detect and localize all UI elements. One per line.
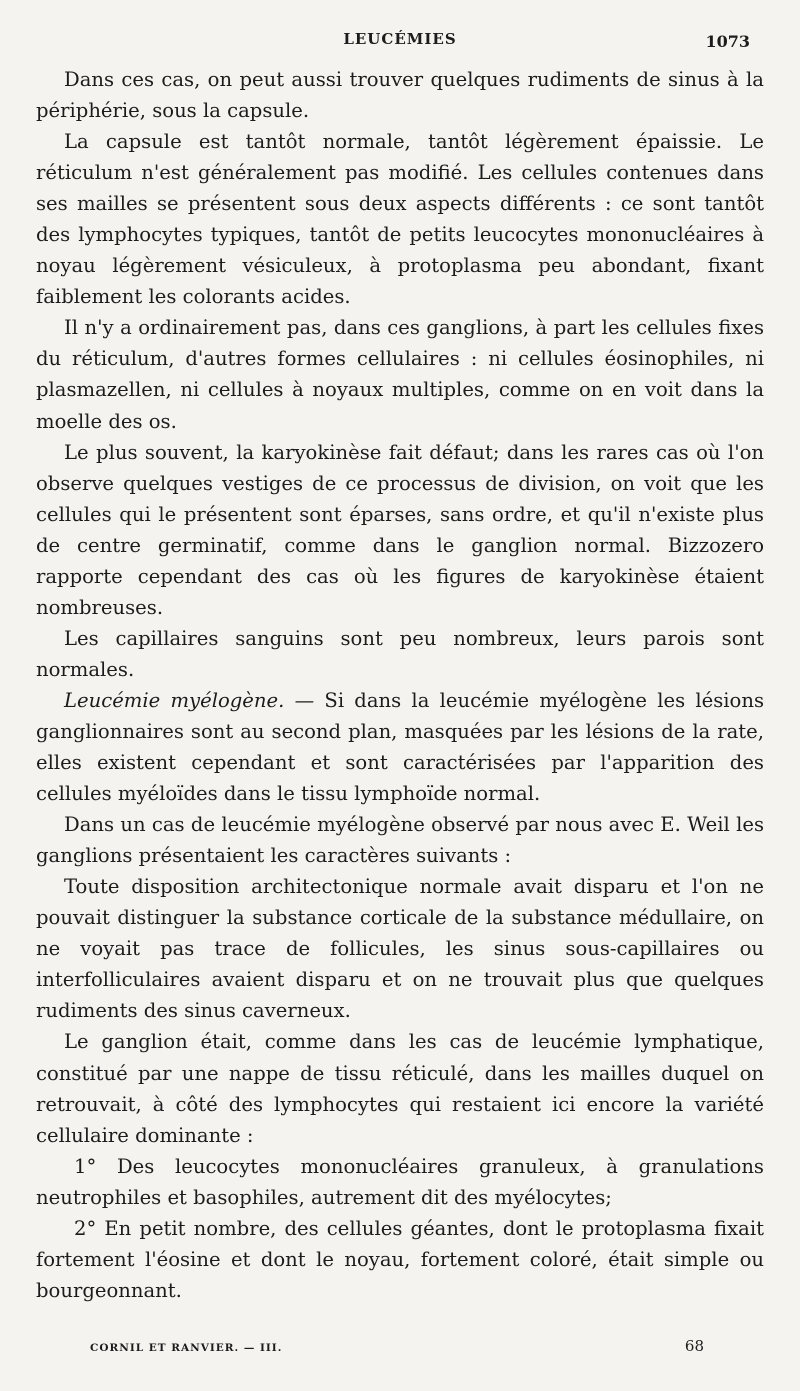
section-term: Leucémie myélogène.: [64, 688, 285, 712]
footer-signature: CORNIL ET RANVIER. — III.: [90, 1342, 283, 1354]
paragraph-karyokinesis: Le plus souvent, la karyokinèse fait défaut; dans les rares cas où l'on observe quelques vestiges de ce processus de division, on voit que les cellules qui le présentent sont éparses, sans ordre, et qu'il n'existe plus de centre germinatif, comme dans le ganglion normal. Bizzozero rapporte cependant des cas où les figures de karyokinèse étaient nombreuses.: [36, 440, 764, 619]
paragraph-capsule: La capsule est tantôt normale, tantôt légèrement épaissie. Le réticulum n'est généralement pas modifié. Les cellules contenues dans ses mailles se présentent sous deux aspects différents : ce sont tantôt des lymphocytes typiques, tantôt de petits leucocytes mononucléaires à noyau légèrement vésiculeux, à protoplasma peu abondant, fixant faiblement les colorants acides.: [36, 130, 764, 309]
list-item: 2° En petit nombre, des cellules géantes, dont le protoplasma fixait fortement l'éosine et dont le noyau, fortement coloré, était simple ou bourgeonnant.: [36, 1216, 764, 1302]
paragraph-ganglion-constitution: Le ganglion était, comme dans les cas de leucémie lymphatique, constitué par une nappe de tissu réticulé, dans les mailles duquel on retrouvait, à côté des lymphocytes qui restaient ici encore la variété cellulaire dominante :: [36, 1030, 764, 1147]
paragraph-architecture: Toute disposition architectonique normale avait disparu et l'on ne pouvait distinguer la substance corticale de la substance médullaire, on ne voyait pas trace de follicules, les sinus sous-capillaires ou interfolliculaires avaient disparu et on ne trouvait plus que quelques rudiments des sinus caverneux.: [36, 875, 764, 1023]
paragraph-sinus-rudiments: Dans ces cas, on peut aussi trouver quelques rudiments de sinus à la périphérie, sous la capsule.: [36, 68, 764, 123]
list-item: 1° Des leucocytes mononucléaires granuleux, à granulations neutrophiles et basophiles, autrement dit des myélocytes;: [36, 1154, 764, 1209]
page-number: 1073: [705, 32, 750, 51]
page-header: [30, 30, 770, 60]
body-text: [36, 64, 764, 1306]
paragraph-cell-forms: Il n'y a ordinairement pas, dans ces ganglions, à part les cellules fixes du réticulum, d'autres formes cellulaires : ni cellules éosinophiles, ni plasmazellen, ni cellules à noyaux multiples, comme on en voit dans la moelle des os.: [36, 316, 764, 433]
running-title: LEUCÉMIES: [343, 30, 457, 48]
sheet-number: 68: [684, 1337, 704, 1355]
paragraph-case-observation: Dans un cas de leucémie myélogène observé par nous avec E. Weil les ganglions présentaient les caractères suivants :: [36, 813, 764, 868]
paragraph-myelogenous-leukemia: [36, 685, 764, 809]
page-footer: [90, 1337, 710, 1367]
paragraph-capillaries: Les capillaires sanguins sont peu nombreux, leurs parois sont normales.: [36, 626, 764, 681]
section-text: — Si dans la leucémie myélogène les lésions ganglionnaires sont au second plan, masquées par les lésions de la rate, elles existent cependant et sont caractérisées par l'apparition des cellules myéloïdes dans le tissu lymphoïde normal.: [36, 688, 764, 806]
